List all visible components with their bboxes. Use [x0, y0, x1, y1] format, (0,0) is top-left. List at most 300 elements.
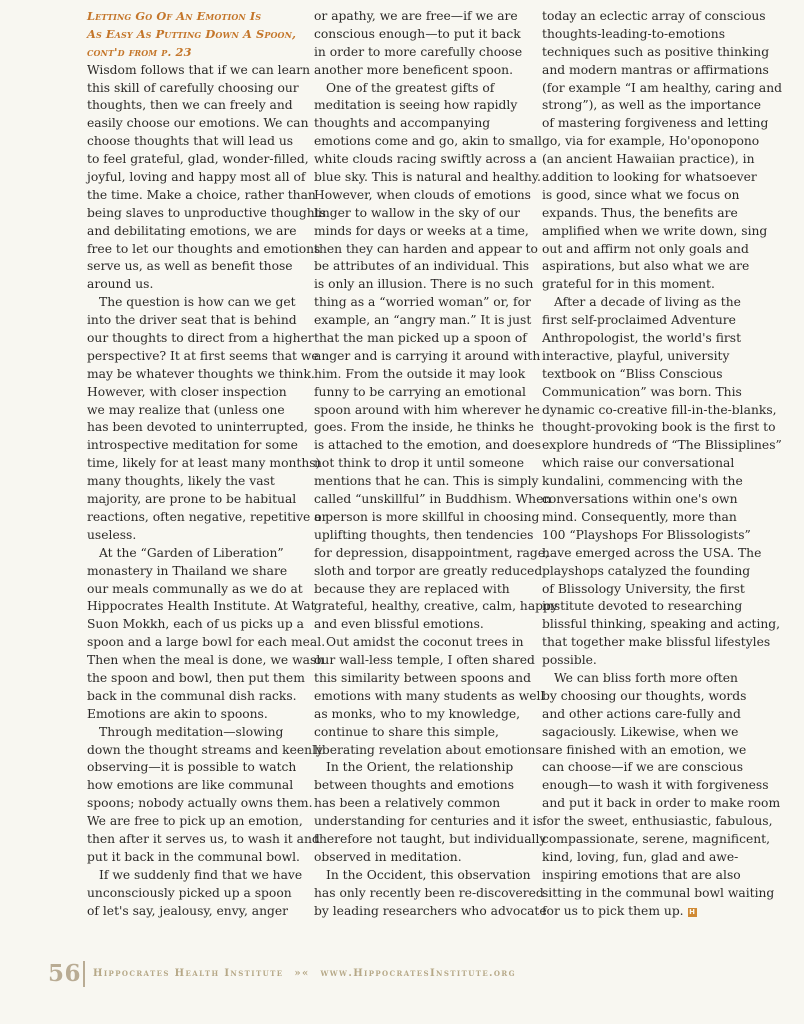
text-line-content: uplifting thoughts, then tendencies: [314, 527, 534, 542]
text-line-content: of let's say, jealousy, envy, anger: [87, 903, 289, 918]
text-line: [542, 115, 769, 133]
text-line-content: this similarity between spoons and: [314, 670, 531, 685]
text-line-content: Suon Mokkh, each of us picks up a: [87, 617, 304, 632]
text-line: [87, 903, 301, 921]
text-line-content: around us.: [87, 277, 154, 292]
text-line-content: (an ancient Hawaiian practice), in: [542, 152, 755, 167]
text-line-content: understanding for centuries and it is: [314, 814, 543, 829]
text-line-content: thoughts and accompanying: [314, 116, 491, 131]
text-line-content: enough—to wash it with forgiveness: [542, 778, 769, 793]
text-line-content: may be whatever thoughts we think.: [87, 366, 315, 381]
text-line: [314, 491, 552, 509]
text-line: [542, 97, 760, 115]
text-line: [542, 652, 760, 670]
text-line: [314, 813, 543, 831]
text-line: [542, 527, 760, 545]
text-line: [542, 598, 760, 616]
text-line-content: In the Occident, this observation: [326, 867, 531, 882]
text-line-content: anger and is carrying it around with: [314, 348, 541, 363]
text-line: [87, 115, 309, 133]
text-line: [87, 616, 304, 634]
text-line-content: Anthropologist, the world's first: [542, 331, 742, 346]
text-line-content: in order to more carefully choose: [314, 44, 523, 59]
text-line-content: is attached to the emotion, and does: [314, 438, 542, 453]
text-line-content: down the thought streams and keenly: [87, 742, 323, 757]
heading-line: Letting Go Of An Emotion Is: [87, 9, 262, 23]
text-line-content: for the sweet, enthusiastic, fabulous,: [542, 814, 773, 829]
text-line: [542, 545, 760, 563]
text-line-content: has only recently been re-discovered: [314, 885, 544, 900]
text-line: [87, 62, 311, 80]
text-line-content: At the “Garden of Liberation”: [99, 545, 284, 560]
text-line: [87, 330, 314, 348]
text-line: [542, 419, 776, 437]
publication-name: Hippocrates Health Institute: [93, 968, 284, 979]
text-line-content: this skill of carefully choosing our: [87, 80, 299, 95]
text-line-content: In the Orient, the relationship: [326, 760, 514, 775]
text-line: [87, 849, 301, 867]
text-line-content: to feel grateful, glad, wonder-filled,: [87, 152, 309, 167]
text-line-content: has been a relatively common: [314, 796, 501, 811]
text-line: [87, 813, 301, 831]
text-line: [542, 366, 760, 384]
text-line-content: is only an illusion. There is no such: [314, 277, 534, 292]
text-line: [87, 670, 305, 688]
text-line-content: If we suddenly find that we have: [99, 867, 303, 882]
text-line: [314, 312, 532, 330]
text-line: [542, 759, 760, 777]
text-line: [87, 581, 301, 599]
website-link[interactable]: www.HippocratesInstitute.org: [320, 968, 517, 979]
text-line: [314, 62, 532, 80]
text-line: [87, 831, 320, 849]
text-line-content: is good, since what we focus on: [542, 187, 740, 202]
text-line: [87, 742, 323, 760]
text-line-content: mentions that he can. This is simply: [314, 474, 539, 489]
text-line: [87, 688, 301, 706]
article-column-1: [87, 8, 328, 920]
heading-line: As Easy As Putting Down A Spoon,: [87, 26, 297, 41]
text-line: [314, 419, 532, 437]
text-line-content: the time. Make a choice, rather than: [87, 187, 316, 202]
text-line: [314, 366, 532, 384]
text-line-content: many thoughts, likely the vast: [87, 474, 275, 489]
text-line: [542, 223, 768, 241]
column-2-text: [314, 8, 558, 920]
text-line: [542, 670, 760, 688]
text-line-content: The question is how can we get: [99, 295, 296, 310]
text-line-content: playshops catalyzed the founding: [542, 563, 751, 578]
text-line-content: continue to share this simple,: [314, 724, 499, 739]
text-line-content: sagaciously. Likewise, when we: [542, 724, 739, 739]
text-line: [542, 151, 760, 169]
text-line: [87, 241, 321, 259]
text-line-content: meditation is seeing how rapidly: [314, 98, 518, 113]
text-line: [314, 706, 532, 724]
text-line: [87, 258, 301, 276]
text-line-content: We are free to pick up an emotion,: [87, 814, 303, 829]
text-line: [542, 44, 770, 62]
text-line-content: joyful, loving and happy most all of: [87, 170, 306, 185]
text-line: [542, 80, 782, 98]
text-line: [542, 742, 760, 760]
text-line: [314, 44, 532, 62]
text-line-content: easily choose our emotions. We can: [87, 116, 309, 131]
text-line: [542, 581, 760, 599]
text-line: [87, 437, 301, 455]
text-line: [87, 169, 306, 187]
text-line-content: how emotions are like communal: [87, 778, 294, 793]
text-line-content: institute devoted to researching: [542, 599, 743, 614]
text-line-content: useless.: [87, 527, 137, 542]
text-line-content: and other actions care-fully and: [542, 706, 741, 721]
text-line-content: out and affirm not only goals and: [542, 241, 749, 256]
text-line: [87, 133, 301, 151]
text-line: [87, 545, 301, 563]
text-line-content: and modern mantras or affirmations: [542, 62, 769, 77]
text-line: [314, 97, 532, 115]
text-line: [87, 402, 301, 420]
text-line-content: and even blissful emotions.: [314, 617, 484, 632]
text-line-content: textbook on “Bliss Conscious: [542, 366, 723, 381]
footer-separator: »«: [294, 968, 310, 979]
text-line-content: then after it serves us, to wash it and: [87, 831, 320, 846]
text-line: [542, 795, 781, 813]
text-line-content: him. From the outside it may look: [314, 366, 526, 381]
text-line-content: our meals communally as we do at: [87, 581, 303, 596]
text-line: [314, 885, 544, 903]
text-line: [542, 634, 771, 652]
text-line-content: between thoughts and emotions: [314, 778, 515, 793]
text-line: [87, 97, 301, 115]
text-line: [87, 473, 301, 491]
text-line: [542, 437, 782, 455]
text-line-content: However, when clouds of emotions: [314, 187, 531, 202]
text-line-content: Out amidst the coconut trees in: [326, 635, 524, 650]
text-line-content: by choosing our thoughts, words: [542, 688, 747, 703]
text-line-content: and put it back in order to make room: [542, 796, 781, 811]
text-line: [542, 616, 781, 634]
text-line-content: minds for days or weeks at a time,: [314, 223, 529, 238]
column-1-text: [87, 62, 328, 921]
text-line-content: grateful for in this moment.: [542, 277, 715, 292]
text-line-content: example, an “angry man.” It is just: [314, 313, 532, 328]
text-line-content: are finished with an emotion, we: [542, 742, 747, 757]
text-line-content: emotions come and go, akin to small: [314, 134, 542, 149]
text-line-content: majority, are prone to be habitual: [87, 492, 297, 507]
continuation-heading: [87, 8, 301, 62]
text-line-content: blue sky. This is natural and healthy.: [314, 170, 541, 185]
text-line: [87, 151, 309, 169]
text-line-content: spoon and a large bowl for each meal.: [87, 635, 326, 650]
text-line: [87, 724, 301, 742]
text-line-content: observing—it is possible to watch: [87, 760, 297, 775]
text-line: [314, 169, 541, 187]
text-line-content: emotions with many students as well: [314, 688, 545, 703]
text-line-content: called “unskillful” in Buddhism. When: [314, 492, 552, 507]
page-footer: [48, 960, 522, 987]
text-line-content: being slaves to unproductive thoughts: [87, 205, 326, 220]
text-line-content: because they are replaced with: [314, 581, 510, 596]
text-line-content: go, via for example, Ho'oponopono: [542, 134, 760, 149]
text-line-content: conscious enough—to put it back: [314, 26, 521, 41]
text-line: [87, 527, 301, 545]
text-line-content: blissful thinking, speaking and acting,: [542, 617, 781, 632]
article-column-3: [542, 8, 782, 920]
text-line: [314, 384, 532, 402]
footer-running-text: [93, 968, 522, 979]
text-line-content: thoughts, then we can freely and: [87, 98, 293, 113]
text-line: [542, 903, 760, 921]
text-line: [542, 62, 769, 80]
text-line-content: and debilitating emotions, we are: [87, 223, 297, 238]
text-line: [87, 885, 301, 903]
text-line: [542, 867, 760, 885]
text-line: [542, 509, 760, 527]
text-line-content: that the man picked up a spoon of: [314, 331, 527, 346]
text-line-content: a person is more skillful in choosing: [314, 509, 540, 524]
text-line: [542, 777, 769, 795]
text-line-content: thing as a “worried woman” or, for: [314, 295, 531, 310]
text-line-content: explore hundreds of “The Blissiplines”: [542, 438, 782, 453]
text-line: [314, 241, 538, 259]
text-line: [542, 849, 760, 867]
text-line: [314, 527, 532, 545]
text-line: [542, 402, 777, 420]
text-line-content: However, with closer inspection: [87, 384, 287, 399]
article-column-2: [314, 8, 558, 920]
text-line: [87, 706, 301, 724]
heading-line: cont'd from p. 23: [87, 44, 192, 59]
text-line-content: for us to pick them up.: [542, 903, 684, 918]
text-line: [314, 634, 532, 652]
text-line-content: that together make blissful lifestyles: [542, 635, 771, 650]
text-line-content: grateful, healthy, creative, calm, happy: [314, 599, 558, 614]
text-line: [87, 223, 301, 241]
text-line: [87, 777, 301, 795]
text-line-content: today an eclectic array of conscious: [542, 9, 766, 23]
text-line: [314, 545, 549, 563]
text-line-content: linger to wallow in the sky of our: [314, 205, 521, 220]
text-line: [87, 419, 308, 437]
column-3-text: [542, 8, 782, 920]
text-line-content: We can bliss forth more often: [554, 670, 738, 685]
text-line: [87, 348, 319, 366]
text-line: [314, 759, 532, 777]
text-line: [314, 26, 532, 44]
text-line-content: addition to looking for whatsoever: [542, 170, 757, 185]
text-line: [87, 455, 321, 473]
text-line: [542, 187, 760, 205]
text-line: [542, 813, 773, 831]
text-line: [542, 348, 760, 366]
text-line: [87, 294, 301, 312]
text-line: [314, 652, 535, 670]
text-line: [87, 276, 301, 294]
text-line-content: we may realize that (unless one: [87, 402, 285, 417]
text-line-content: has been devoted to uninterrupted,: [87, 420, 308, 435]
text-line-content: strong”), as well as the importance: [542, 98, 762, 113]
text-line-content: sitting in the communal bowl waiting: [542, 885, 775, 900]
text-line: [314, 330, 532, 348]
text-line-content: techniques such as positive thinking: [542, 44, 770, 59]
text-line-content: by leading researchers who advocate: [314, 903, 547, 918]
footer-divider: [83, 961, 85, 987]
text-line-content: sloth and torpor are greatly reduced: [314, 563, 543, 578]
text-line: [314, 867, 532, 885]
text-line-content: have emerged across the USA. The: [542, 545, 762, 560]
text-line: [87, 491, 301, 509]
text-line-content: Hippocrates Health Institute. At Wat: [87, 599, 316, 614]
text-line: [542, 312, 760, 330]
text-line: [542, 169, 760, 187]
text-line-content: mind. Consequently, more than: [542, 509, 737, 524]
text-line-content: of Blissology University, the first: [542, 581, 745, 596]
text-line: [314, 348, 541, 366]
text-line: [87, 366, 315, 384]
text-line-content: conversations within one's own: [542, 492, 738, 507]
text-line: [542, 563, 760, 581]
text-line: [314, 598, 558, 616]
text-line: [542, 455, 760, 473]
text-line: [87, 80, 301, 98]
text-line-content: thoughts-leading-to-emotions: [542, 26, 726, 41]
text-line: [314, 115, 532, 133]
text-line-content: unconsciously picked up a spoon: [87, 885, 292, 900]
text-line: [87, 867, 301, 885]
text-line: [87, 384, 301, 402]
text-line: [314, 80, 532, 98]
text-line-content: first self-proclaimed Adventure: [542, 313, 736, 328]
text-line-content: kind, loving, fun, glad and awe-: [542, 849, 739, 864]
text-line: [314, 724, 532, 742]
text-line: [542, 26, 760, 44]
text-line: [314, 849, 532, 867]
text-line-content: which raise our conversational: [542, 456, 735, 471]
text-line: [87, 634, 326, 652]
text-line: [314, 670, 532, 688]
text-line-content: aspirations, but also what we are: [542, 259, 750, 274]
text-line-content: expands. Thus, the benefits are: [542, 205, 738, 220]
text-line-content: therefore not taught, but individually: [314, 831, 547, 846]
text-line: [542, 205, 760, 223]
text-line: [87, 205, 326, 223]
text-line-content: interactive, playful, university: [542, 348, 730, 363]
text-line-content: of mastering forgiveness and letting: [542, 116, 769, 131]
text-line-content: our wall-less temple, I often shared: [314, 653, 535, 668]
text-line-content: free to let our thoughts and emotions: [87, 241, 321, 256]
text-line-content: (for example “I am healthy, caring and: [542, 80, 782, 95]
text-line: [314, 205, 532, 223]
text-line: [314, 831, 547, 849]
text-line: [314, 276, 532, 294]
text-line: [542, 276, 760, 294]
text-line: [87, 187, 316, 205]
text-line-content: liberating revelation about emotions.: [314, 742, 546, 757]
text-line-content: as monks, who to my knowledge,: [314, 706, 521, 721]
text-line: [314, 509, 540, 527]
text-line-content: goes. From the inside, he thinks he: [314, 420, 534, 435]
text-line: [542, 491, 760, 509]
text-line-content: compassionate, serene, magnificent,: [542, 831, 771, 846]
text-line: [87, 509, 328, 527]
text-line: [542, 384, 760, 402]
text-line: [314, 151, 537, 169]
text-line-content: the spoon and bowl, then put them: [87, 670, 305, 685]
text-line-content: inspiring emotions that are also: [542, 867, 741, 882]
text-line: [314, 563, 543, 581]
text-line: [314, 795, 532, 813]
text-line: [314, 402, 540, 420]
text-line: [314, 258, 532, 276]
text-line: [314, 187, 532, 205]
text-line-content: then they can harden and appear to: [314, 241, 538, 256]
text-line-content: or apathy, we are free—if we are: [314, 9, 518, 23]
end-of-article-icon: H: [689, 907, 696, 916]
text-line-content: reactions, often negative, repetitive or: [87, 509, 328, 524]
text-line: [87, 563, 301, 581]
text-line-content: serve us, as well as benefit those: [87, 259, 293, 274]
text-line: [87, 759, 301, 777]
text-line: [314, 437, 542, 455]
text-line-content: Emotions are akin to spoons.: [87, 706, 268, 721]
text-line-content: back in the communal dish racks.: [87, 688, 297, 703]
text-line: [542, 473, 760, 491]
page-number: 56: [48, 960, 82, 987]
text-line-content: Communication” was born. This: [542, 384, 742, 399]
text-line: [314, 581, 532, 599]
text-line-content: monastery in Thailand we share: [87, 563, 288, 578]
text-line-content: After a decade of living as the: [554, 295, 741, 310]
text-line: [542, 133, 760, 151]
text-line-content: our thoughts to direct from a higher: [87, 331, 314, 346]
text-line-content: Wisdom follows that if we can learn: [87, 62, 311, 77]
text-line: [542, 330, 760, 348]
text-line: [314, 473, 539, 491]
text-line: [542, 241, 760, 259]
text-line: [542, 688, 760, 706]
text-line-content: white clouds racing swiftly across a: [314, 152, 537, 167]
text-line: [314, 616, 532, 634]
text-line-content: thought-provoking book is the first to: [542, 420, 776, 435]
text-line: [542, 885, 775, 903]
text-line-content: dynamic co-creative fill-in-the-blanks,: [542, 402, 777, 417]
text-line-content: funny to be carrying an emotional: [314, 384, 526, 399]
text-line: [87, 598, 316, 616]
text-line-content: for depression, disappointment, rage,: [314, 545, 549, 560]
text-line: [314, 742, 546, 760]
text-line: [314, 688, 545, 706]
text-line-content: perspective? It at first seems that we: [87, 348, 319, 363]
text-line-content: observed in meditation.: [314, 849, 462, 864]
text-line-content: be attributes of an individual. This: [314, 259, 530, 274]
text-line-content: One of the greatest gifts of: [326, 80, 495, 95]
text-line-content: spoon around with him wherever he: [314, 402, 540, 417]
text-line-content: spoons; nobody actually owns them.: [87, 796, 313, 811]
text-line: [314, 903, 547, 921]
text-line-content: introspective meditation for some: [87, 438, 298, 453]
text-line-content: possible.: [542, 653, 597, 668]
text-line: [542, 706, 760, 724]
text-line: [314, 294, 532, 312]
text-line: [314, 455, 532, 473]
text-line: [542, 258, 760, 276]
text-line: [87, 795, 313, 813]
text-line: [542, 831, 771, 849]
text-line-content: 100 “Playshops For Blissologists”: [542, 527, 751, 542]
text-line: [542, 294, 760, 312]
text-line-content: kundalini, commencing with the: [542, 474, 743, 489]
